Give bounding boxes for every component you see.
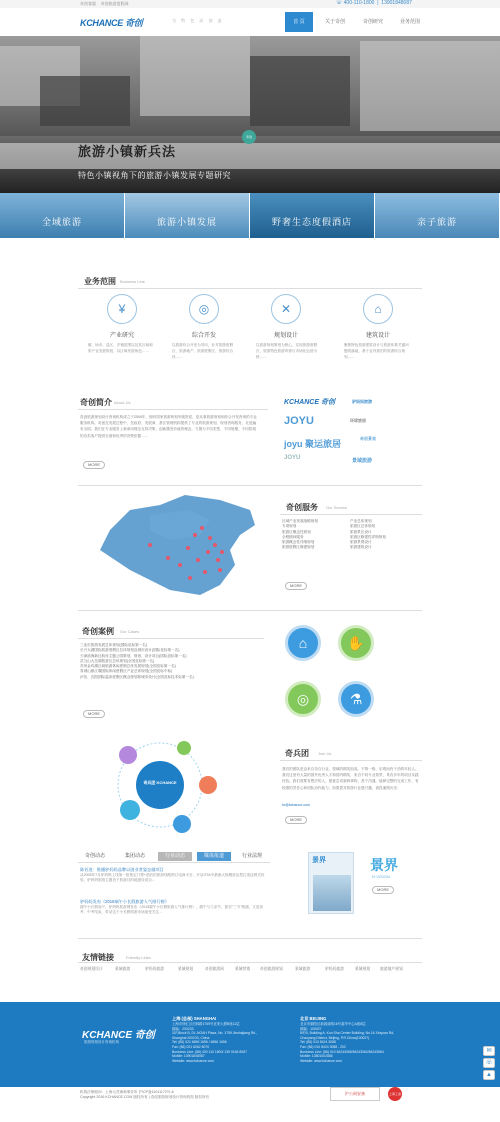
slogan: 为 特 色 而 创 造 xyxy=(172,18,224,23)
tab-kchance-news[interactable]: 奇创动态 xyxy=(84,853,105,859)
copyright: 机构法律顾问：上海元茂律师事务所 沪ICP备11011172号-6 Copyright 2016 KCHANCE.COM 版权所有 | 奇创旅游规划设计咨询机构 版权所有 xyxy=(80,1090,210,1100)
hero-subtitle: 特色小镇视角下的旅游小镇发展专题研究 xyxy=(78,171,231,180)
footer xyxy=(0,1002,500,1087)
top-bar xyxy=(0,0,500,8)
partner-logo[interactable]: 驴妈妈旅游 xyxy=(352,399,372,404)
friendly-link[interactable]: 奇创规划设计 xyxy=(80,967,103,971)
tab-media[interactable]: 媒体报道 xyxy=(197,852,231,861)
service-more-button[interactable]: MORE xyxy=(285,582,307,590)
magazine-title: 景界 xyxy=(370,857,398,873)
flask-icon[interactable]: ⚗ xyxy=(338,681,374,717)
nav-business[interactable]: 业务范围 xyxy=(399,19,420,25)
service-subtitle: Our Service xyxy=(326,505,348,510)
service-name: 规划设计 xyxy=(273,333,298,339)
divider xyxy=(78,485,422,486)
friendly-link[interactable]: 驴妈妈旅游 xyxy=(325,967,344,971)
links-title: 友情链接 xyxy=(82,953,114,962)
divider xyxy=(78,938,422,939)
join-subtitle: Join Us xyxy=(318,751,332,756)
join-more-button[interactable]: MORE xyxy=(285,816,307,824)
shanghai-address: 上海市徐汇区田林路1759号宜家大厦B座11层 邮编：200233 11F,Block B, DL-NOAH Plaza, No. 1759 Jinshajiang Rd., Shanghai 200233, China Tel: (86) 021 6656 1656 / 6656 1656 Fax: (86) 021 6262 8070 Business Line: (86) 400 110 1800/ 139 0184 8087 Mobile: 13901848087 Website: www.kchance.com xyxy=(172,1022,257,1063)
partner-logo[interactable]: joyu 聚运旅居 xyxy=(284,439,342,449)
join-email[interactable]: hr@kchance.com xyxy=(282,803,311,807)
friendly-link[interactable]: 景域营销 xyxy=(235,967,251,971)
news-text: 从2005年7月驴妈妈上线第一批预定门票+酒店的旅游线路预订电商平台，开启OTA中最流大规模营运型打造连锁式体验，驴妈妈旅游主题首于旅游目的地建设项目… xyxy=(80,873,265,882)
divider xyxy=(78,862,270,863)
footer-logo-sub: 旅游规划设计咨询机构 xyxy=(84,1040,119,1044)
building-icon[interactable]: ⌂ xyxy=(363,294,393,324)
china-map[interactable] xyxy=(90,490,260,600)
partner-logo[interactable]: JOYU xyxy=(284,415,314,427)
tile-allregion[interactable]: 全域旅游 xyxy=(0,193,125,238)
join-text: 我们的团队是由来自各自行业、领域的精英组成。不拘一格、乐观而有干劲的年轻人。我们这里有大量的国外优秀人才和国内精英，来自不同专业背景，具有多年的项目实践经验。我们需要有想法的人，愿意尝试新鲜事物，善于沟通，能够完整的完成工作，有较强的责任心和团队协作能力。如果您对旅游行业感兴趣，请投递简历至： xyxy=(282,767,419,790)
partner-logo[interactable]: 景域旅游 xyxy=(352,458,373,464)
friendly-link[interactable]: 驴妈妈旅游 xyxy=(145,967,164,971)
partner-logo[interactable]: KCHANCE 奇创 xyxy=(284,399,335,406)
service-desc: 以旅游综合开发为导向，针对旅游度假区、旅游地产、旅游度假区、旅游综合体…… xyxy=(172,343,234,359)
target-icon[interactable]: ◎ xyxy=(285,681,321,717)
service-list-1: 区域产业发展战略规划 专项规划 旅游区概念性规划 全程顾问服务 旅游概念性详细规划 旅游度假区修建规划 xyxy=(282,519,318,550)
mobile-number: 13901848087 xyxy=(381,0,412,6)
friendly-link[interactable]: 奇创旅游网 xyxy=(205,967,224,971)
about-subtitle: About Us xyxy=(114,400,131,405)
cases-title: 奇创案例 xyxy=(82,627,114,636)
business-badge[interactable]: 上海工商 xyxy=(388,1087,402,1101)
friendly-link[interactable]: 旅游地产规划 xyxy=(380,967,403,971)
business-subtitle: Business Line xyxy=(120,279,145,284)
business-title: 业务范围 xyxy=(84,277,116,286)
divider xyxy=(78,409,268,410)
service-name: 产业研究 xyxy=(109,333,134,339)
service-title: 奇创服务 xyxy=(286,503,318,512)
partner-logo[interactable]: JOYU xyxy=(284,455,301,461)
bottom-bar xyxy=(0,1087,500,1122)
divider xyxy=(78,610,422,611)
tab-industry-news[interactable]: 行业动态 xyxy=(158,852,192,861)
top-links[interactable]: 奇创客服 奇创旅游度假网 xyxy=(80,1,129,6)
beijing-address: 北京市朝阳区新源南路16号嘉华中心A座8层 邮编：100027 8/F,B, Building A, Kun Sha Center Building, No.16 Xinyuan Rd, Chaoyang District, Beijing, P.R.China(100027) Tel: (86) 010 8424 3088 Fax: (86) 010 8424 3088 - 202 Business Line: (86) 010 84243065/84243062/84243684 Mobile: 13801002886 Website: www.kchance.com xyxy=(300,1022,395,1063)
magazine-more-button[interactable]: MORE xyxy=(372,886,394,894)
friendly-link[interactable]: 景域规划 xyxy=(178,967,194,971)
nav-home[interactable]: 首 页 xyxy=(285,12,313,32)
about-title: 奇创简介 xyxy=(80,398,112,407)
service-desc: 以旅游规划策划为核心，实现旅游度假区、旅游特色旅游风格与市场化运营为核…… xyxy=(256,343,318,359)
nav-research[interactable]: 奇创研究 xyxy=(362,19,383,25)
target-icon[interactable]: ◎ xyxy=(189,294,219,324)
about-text: 奇创旅游规划设计咨询机构成立于2004年，拥有国家旅游规划甲级资质，是从事旅游规划和综合开发咨询的专业服务机构。奇创在发展过程中，先政府、发展商、基区管理机构提供了专业的旅游规划、规划咨询服务，足迹遍布全国。我们在专业服务上秉承用理念支持决策，创新激发价值的理念，力图为不同类型、不同规模、不同阶段的各类客户提供全面和优秀的决策依据…… xyxy=(80,415,257,438)
yuan-icon[interactable]: ¥ xyxy=(107,294,137,324)
cases-list: 三亚市旅游发展总体规划(国际竞标第一名) 长兴大湖国际旅游度假区总体规划及城市设计(国际竞标第一名) 天津滨海新区航母主题公园策划、规划、设计项目(国际竞标第一名) 武当山大岳湖旅游区总体规划(全国竞标第一名) 苏州金鸡湖区域旅游休闲度假总体发展规划(全国竞标第一名) 青城山都江堰国际休闲度假区产业总体规划(全国竞标中标) 泸沽、沈阳国际温泉度假区概念规划和城市设计(全国竞标技术标第一名) xyxy=(80,643,194,679)
tile-family[interactable]: 亲子旅游 xyxy=(375,193,500,238)
tab-group-news[interactable]: 集团动态 xyxy=(124,853,145,859)
logo[interactable]: KCHANCE 奇创 xyxy=(80,18,143,28)
friendly-link[interactable]: 景域规划 xyxy=(355,967,371,971)
news-title[interactable]: 驴妈妈发布《2015端午小长假旅游人气排行榜》 xyxy=(80,899,169,904)
tile-hotel[interactable]: 野奢生态度假酒店 xyxy=(250,193,375,238)
divider xyxy=(78,638,264,639)
shanghai-title: 上海 (总部) SHANGHAI xyxy=(172,1016,217,1021)
divider xyxy=(280,760,422,761)
friendly-link[interactable]: 景域旅游 xyxy=(115,967,131,971)
cases-more-button[interactable]: MORE xyxy=(83,710,105,718)
tile-town[interactable]: 旅游小镇发展 xyxy=(125,193,250,238)
hand-icon[interactable]: ✋ xyxy=(338,625,374,661)
hero-title: 旅游小镇新兵法 xyxy=(78,144,177,159)
service-desc: 聚焦特色旅游建筑设计与旅游体系关键问题的落地，基于业内我们的旅游综合规划…… xyxy=(344,343,409,359)
service-name: 综合开发 xyxy=(191,333,216,339)
divider xyxy=(78,962,422,963)
service-desc: 镇、场市、县区、乡镇范围以及其区域和旅产业发展规划，以区域发展角色…… xyxy=(88,343,153,353)
news-text: 端午小长假前夕，驴妈妈旅游网发布《2015端午小长假旅游人气排行榜》，端午与父亲节、夏至"三节"相遇，又是高考、中考结束，带动这个小长假旅游市场备受关注… xyxy=(80,905,264,914)
qq-icon[interactable]: ✉ xyxy=(483,1046,495,1056)
join-title: 奇兵团 xyxy=(285,749,309,758)
friendly-link[interactable]: 奇创旅游规划 xyxy=(260,967,283,971)
magazine-subtitle: N·VISION xyxy=(372,874,390,879)
phone-icon[interactable]: ☏ xyxy=(483,1058,495,1068)
nav-about[interactable]: 关于奇创 xyxy=(324,19,345,25)
beijing-title: 北京 BEIJING xyxy=(300,1016,327,1021)
phone-number: 400-110-1800 xyxy=(343,0,375,6)
phone-icon: ☏ xyxy=(336,0,343,6)
divider xyxy=(280,514,422,515)
partner-logo[interactable]: 环球旅居 xyxy=(350,418,366,423)
magazine-cover[interactable]: 景界 xyxy=(308,852,354,914)
divider xyxy=(78,288,422,289)
tools-icon[interactable]: ✕ xyxy=(271,294,301,324)
hero-badge: 奇创 xyxy=(242,130,256,144)
contact-phone: ☏ 400-110-1800 | 13901848087 xyxy=(336,0,412,6)
footer-logo: KCHANCE 奇创 xyxy=(82,1030,155,1041)
friendly-link[interactable]: 景域旅游 xyxy=(295,967,311,971)
partner-logo[interactable]: 奇创景观 xyxy=(360,436,376,441)
team-center-label: 奇兵团 KCHANCE xyxy=(143,780,177,785)
house-icon[interactable]: ⌂ xyxy=(285,625,321,661)
back-to-top-icon[interactable]: ▲ xyxy=(483,1070,495,1080)
news-title[interactable]: 陈若进：推播驴妈妈品牌以创业者姿态做项目 xyxy=(80,867,164,872)
hero-banner[interactable] xyxy=(0,36,500,193)
police-badge[interactable]: 沪公网安备 xyxy=(330,1087,380,1101)
service-list-2: 产业总体规划 旅游区总体规划 旅游景区设计 旅游区修建性详细规划 旅游景观设计 旅游建筑设计 xyxy=(350,519,386,550)
about-more-button[interactable]: MORE xyxy=(83,461,105,469)
cases-subtitle: Our Cases xyxy=(120,629,140,634)
links-subtitle: Friendly Links xyxy=(126,955,151,960)
service-name: 建筑设计 xyxy=(365,333,390,339)
tab-regulations[interactable]: 行业法规 xyxy=(241,853,262,859)
